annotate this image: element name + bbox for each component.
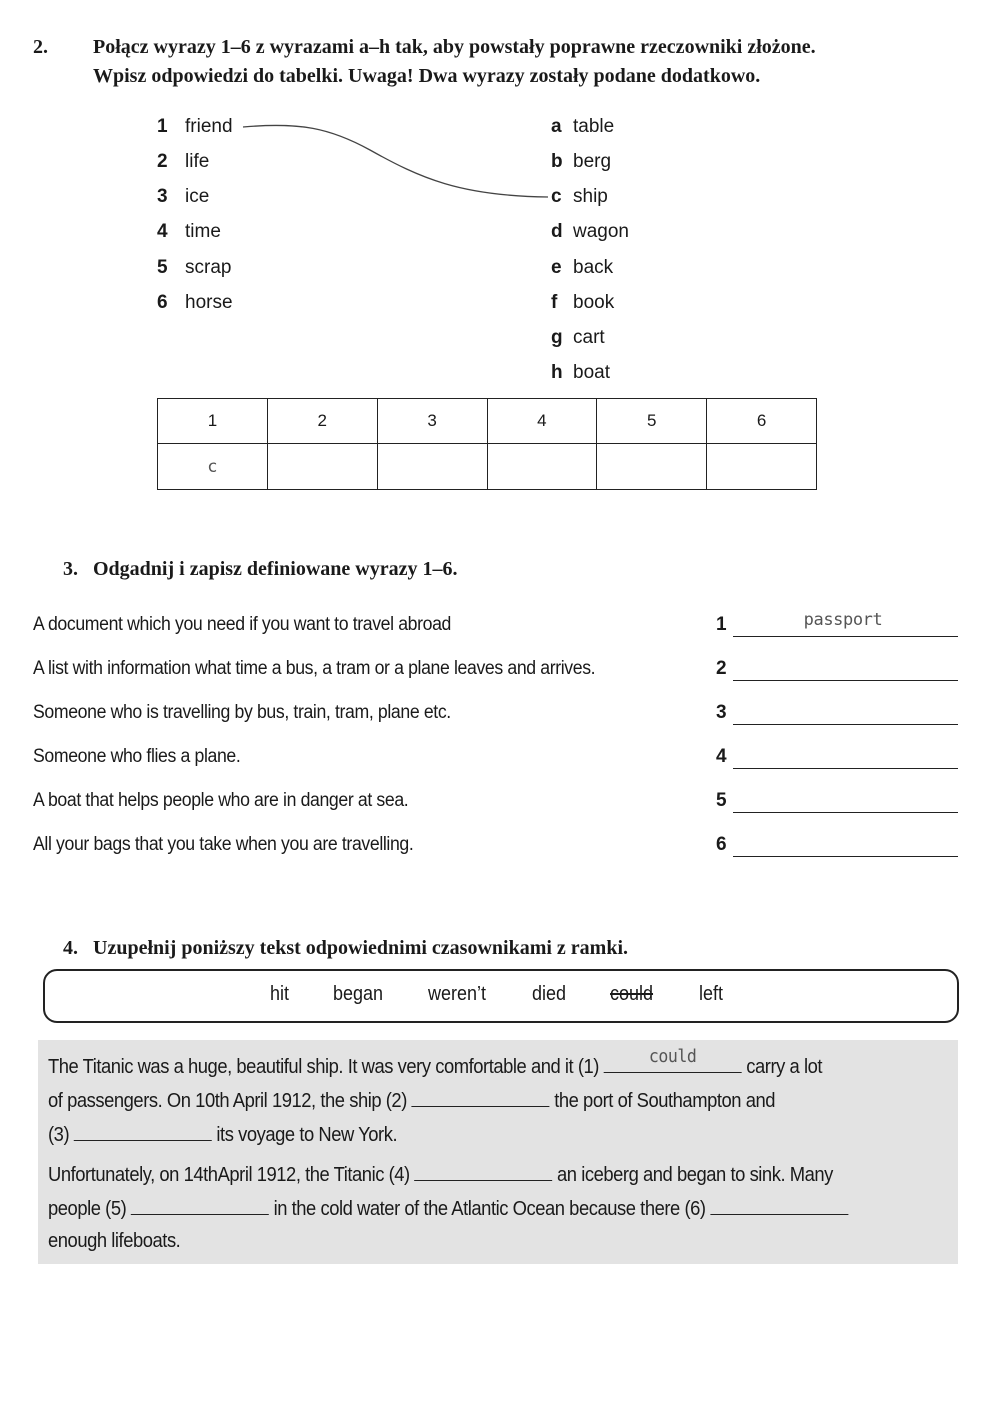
gap-6[interactable]: [710, 1192, 848, 1215]
table-answer-cell[interactable]: c: [158, 444, 268, 490]
verb-option: began: [333, 983, 384, 1005]
handwritten-answer[interactable]: passport: [803, 610, 883, 630]
text-line: [48, 1118, 397, 1148]
text-fragment: Unfortunately, on 14thApril 1912, the Titanic (4): [48, 1164, 410, 1186]
text-line: [48, 1084, 775, 1114]
text-fragment: enough lifeboats.: [48, 1230, 181, 1252]
text-fragment: The Titanic was a huge, beautiful ship. It was very comfortable and it (1): [48, 1056, 599, 1078]
table-answer-cell[interactable]: [597, 444, 707, 490]
left-word: 5 scrap: [157, 257, 232, 278]
answer-line[interactable]: [733, 636, 958, 637]
exercise-number: 4.: [63, 937, 78, 959]
table-header-cell: 5: [597, 399, 707, 444]
definition-number: 6: [716, 834, 727, 855]
gap-2[interactable]: [412, 1084, 550, 1107]
table-answer-cell[interactable]: [487, 444, 597, 490]
left-word: 6 horse: [157, 292, 233, 313]
instruction-line: Wpisz odpowiedzi do tabelki. Uwaga! Dwa wyrazy zostały podane dodatkowo.: [93, 65, 761, 87]
instruction-line: Uzupełnij poniższy tekst odpowiednimi czasownikami z ramki.: [93, 937, 629, 959]
definition-text: All your bags that you take when you are travelling.: [33, 834, 414, 855]
definition-text: Someone who is travelling by bus, train, tram, plane etc.: [33, 702, 451, 723]
answer-table: [157, 398, 817, 490]
handwritten-answer: could: [648, 1046, 697, 1067]
definition-text: A list with information what time a bus, a tram or a plane leaves and arrives.: [33, 658, 596, 679]
table-answer-cell[interactable]: [267, 444, 377, 490]
answer-line[interactable]: [733, 680, 958, 681]
right-word: f book: [551, 292, 615, 313]
text-fragment: the port of Southampton and: [554, 1090, 776, 1112]
right-word: a table: [551, 116, 615, 137]
exercise-4-instruction: [63, 934, 628, 963]
gap-1[interactable]: [604, 1046, 742, 1073]
gap-3[interactable]: [74, 1118, 212, 1141]
right-word: c ship: [551, 186, 608, 207]
definition-number: 3: [716, 702, 727, 723]
instruction-line: Połącz wyrazy 1–6 z wyrazami a–h tak, aby powstały poprawne rzeczowniki złożone.: [93, 36, 816, 58]
text-line: [48, 1226, 180, 1256]
verb-option: died: [532, 983, 567, 1005]
match-connector-line: [0, 0, 1000, 420]
definition-number: 2: [716, 658, 727, 679]
text-fragment: in the cold water of the Atlantic Ocean because there (6): [273, 1198, 706, 1220]
table-header-cell: 3: [377, 399, 487, 444]
definition-number: 4: [716, 746, 727, 767]
definition-row: [33, 612, 958, 642]
definition-row: [33, 832, 958, 862]
text-fragment: (3): [48, 1124, 70, 1146]
verb-option-used: could: [610, 983, 654, 1005]
instruction-line: Odgadnij i zapisz definiowane wyrazy 1–6.: [93, 558, 458, 580]
verb-box: [43, 969, 959, 1023]
definition-text: A document which you need if you want to travel abroad: [33, 614, 452, 635]
table-header-cell: 4: [487, 399, 597, 444]
table-answer-cell[interactable]: [377, 444, 487, 490]
text-fragment: an iceberg and began to sink. Many: [557, 1164, 833, 1186]
exercise-number: 3.: [63, 558, 78, 580]
right-word: b berg: [551, 151, 612, 172]
answer-line[interactable]: [733, 812, 958, 813]
right-word: d wagon: [551, 221, 629, 242]
text-fragment: its voyage to New York.: [216, 1124, 398, 1146]
answer-line[interactable]: [733, 724, 958, 725]
answer-line[interactable]: [733, 768, 958, 769]
definition-number: 1: [716, 614, 727, 635]
text-fragment: people (5): [48, 1198, 127, 1220]
definition-row: [33, 656, 958, 686]
definition-row: [33, 788, 958, 818]
definition-row: [33, 744, 958, 774]
table-header-cell: 6: [707, 399, 817, 444]
table-header-cell: 2: [267, 399, 377, 444]
text-fragment: carry a lot: [746, 1056, 823, 1078]
exercise-3-instruction: [63, 555, 457, 584]
verb-option: hit: [270, 983, 290, 1005]
text-line: [48, 1046, 823, 1080]
text-line: [48, 1192, 848, 1222]
definition-text: Someone who flies a plane.: [33, 746, 241, 767]
left-word: 1 friend: [157, 116, 233, 137]
definition-number: 5: [716, 790, 727, 811]
answer-line[interactable]: [733, 856, 958, 857]
left-word: 4 time: [157, 221, 221, 242]
gap-4[interactable]: [414, 1158, 552, 1181]
right-word: e back: [551, 257, 614, 278]
table-header-cell: 1: [158, 399, 268, 444]
left-word: 2 life: [157, 151, 210, 172]
left-word: 3 ice: [157, 186, 210, 207]
verb-option: weren’t: [428, 983, 487, 1005]
verb-option: left: [699, 983, 724, 1005]
right-word: g cart: [551, 327, 605, 348]
table-answer-cell[interactable]: [707, 444, 817, 490]
exercise-number: 2.: [33, 36, 48, 58]
definition-text: A boat that helps people who are in danger at sea.: [33, 790, 409, 811]
right-word: h boat: [551, 362, 610, 383]
text-line: [48, 1158, 833, 1188]
gap-5[interactable]: [131, 1192, 269, 1215]
definition-row: [33, 700, 958, 730]
text-fragment: of passengers. On 10th April 1912, the ship (2): [48, 1090, 407, 1112]
